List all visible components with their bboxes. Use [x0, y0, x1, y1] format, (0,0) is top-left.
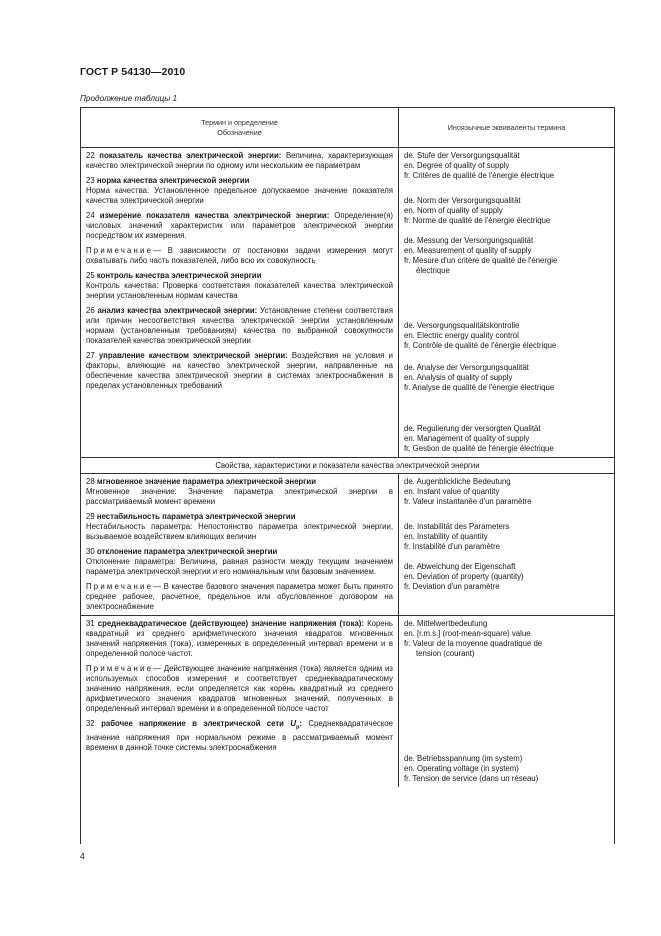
equivalent-fr: fr. Norme de qualité de l'énergie électrique	[404, 216, 551, 225]
term-title: мгновенное значение параметра электрической энергии	[96, 477, 317, 486]
equivalent-de: de. Instabilität des Parameters	[404, 522, 510, 531]
term-title: отклонение параметра электрической энергии	[96, 547, 278, 556]
equivalent-de: de. Betriebsspannung (im system)	[404, 754, 523, 763]
term-title: анализ качества электрической энергии:	[97, 306, 258, 315]
equivalents-cell	[399, 474, 614, 615]
term-definition: Нестабильность параметра: Непостоянство параметра электрической энергии, вызываемое воздействием влияющих величин	[86, 522, 393, 541]
document-header: ГОСТ Р 54130—2010	[80, 66, 186, 78]
term-entry-28	[86, 477, 393, 507]
equivalent-de: de. Messung der Versorgungsqualität	[404, 236, 534, 245]
equivalent-fr: fr. Valeur instantanée d'un paramètre	[404, 497, 532, 506]
equivalent-de: de. Norm der Versorgungsqualität	[404, 196, 521, 205]
equivalent-fr-continued: électrique	[416, 266, 450, 275]
equivalents-22	[404, 151, 609, 191]
table-row-group-3	[81, 616, 614, 787]
term-entry-23	[86, 176, 393, 206]
term-number: 23	[86, 176, 95, 185]
term-entry-29	[86, 512, 393, 542]
term-note	[86, 664, 393, 714]
equivalent-en: en. Management of quality of supply	[404, 434, 530, 443]
equivalent-de: de. Stufe der Versorgungsqualität	[404, 151, 520, 160]
term-title: среднеквадратическое (действующее) значение напряжения (тока):	[97, 619, 364, 628]
column-header-term-line2: Обозначение	[217, 127, 262, 137]
column-header-term-line1: Термин и определение	[201, 117, 278, 127]
equivalents-28	[404, 477, 609, 517]
term-entry-24	[86, 211, 393, 266]
equivalent-fr: fr. Gestion de qualité de l'énergie électrique	[404, 444, 554, 453]
term-definition: Установление степени соответствия или причин несоответствия качества электрической энергии установленным нормам (установленным требованиям) качества по выбранной совокупности показателей качества электрической энергии	[86, 306, 393, 345]
equivalent-fr-continued: tension (courant)	[416, 649, 475, 658]
term-number: 32	[86, 719, 95, 728]
term-entry-27	[86, 351, 393, 391]
term-cell	[81, 616, 399, 787]
term-symbol: $U_р$:	[290, 719, 302, 731]
term-entry-32	[86, 719, 393, 753]
term-number: 27	[86, 351, 95, 360]
term-title: показатель качества электрической энергии:	[99, 151, 282, 160]
equivalent-en: en. Norm of quality of supply	[404, 206, 503, 215]
term-title: нестабильность параметра электрической энергии	[96, 512, 296, 521]
term-number: 29	[86, 512, 95, 521]
equivalent-en: en. Deviation of property (quantity)	[404, 572, 524, 581]
note-text: — В качестве базового значения параметра может быть принято среднее рабочее, расчетное, предельное или обусловленное договором на электроснабжение	[86, 582, 393, 611]
term-definition: Среднеквадратическое значение напряжения при нормальном режиме в рассматриваемый момент времени в данной точке системы электроснабжения	[86, 719, 393, 752]
equivalent-de: de. Augenblickliche Bedeutung	[404, 477, 511, 486]
term-title: контроль качества электрической энергии	[96, 271, 262, 280]
column-header-equivalents	[399, 108, 614, 147]
term-number: 22	[86, 151, 95, 160]
term-entry-26	[86, 306, 393, 346]
equivalent-fr: fr. Deviation d'un paramètre	[404, 582, 500, 591]
table-header-row	[81, 108, 614, 148]
equivalent-de: de. Mittelwertbedeutung	[404, 619, 488, 628]
term-title: норма качества электрической энергии	[96, 176, 250, 185]
equivalent-en: en. Instability of quantity	[404, 532, 488, 541]
equivalent-en: en. Measurement of quality of supply	[404, 246, 532, 255]
equivalent-en: en. Operating voltage (in system)	[404, 764, 519, 773]
note-text: — В зависимости от постановки задачи измерения могут охватывать либо часть показателей, либо всю их совокупность	[86, 246, 393, 265]
equivalents-27	[404, 424, 609, 454]
equivalent-en: en. [r.m.s.] (root-mean-square) value	[404, 629, 531, 638]
equivalents-29	[404, 522, 609, 557]
equivalent-fr: fr. Valeur de la moyenne quadratique de	[404, 639, 543, 648]
equivalent-fr: fr. Instabilité d'un paramètre	[404, 542, 500, 551]
term-definition: Корень квадратный из среднего арифметического значения квадратов мгновенных значений напряжения (тока), измеренных в определенный интервал времени и в определенной полосе частот.	[86, 619, 393, 658]
note-label: Примечание	[86, 664, 154, 673]
term-number: 30	[86, 547, 95, 556]
equivalents-30	[404, 562, 609, 592]
term-number: 28	[86, 477, 95, 486]
column-header-term	[81, 108, 399, 147]
equivalent-de: de. Versorgungsqualitätskontrolle	[404, 321, 520, 330]
note-label: Примечание	[86, 246, 154, 255]
equivalent-en: en. Instant value of quantity	[404, 487, 500, 496]
term-number: 25	[86, 271, 95, 280]
symbol-subscript: р	[296, 724, 300, 731]
equivalents-26	[404, 363, 609, 419]
symbol-letter: U	[290, 719, 297, 728]
term-definition: Мгновенное значение: Значение параметра электрической энергии в рассматриваемый момент времени	[86, 487, 393, 506]
section-heading-row	[81, 458, 614, 474]
equivalent-fr: fr. Contrôle de qualité de l'énergie électrique	[404, 341, 557, 350]
term-definition: Контроль качества: Проверка соответствия показателей качества электрической энергии установленным нормам качества	[86, 281, 393, 300]
equivalent-de: de. Abweichung der Eigenschaft	[404, 562, 516, 571]
table-row-group-1	[81, 148, 614, 458]
term-title: рабочее напряжение в электрической сети	[101, 719, 284, 728]
page-number: 4	[80, 851, 85, 861]
term-number: 24	[86, 211, 95, 220]
equivalent-en: en. Electric energy quality control	[404, 331, 519, 340]
term-cell	[81, 474, 399, 615]
equivalents-cell	[399, 148, 614, 457]
term-definition: Величина, характеризующая качество электрической энергии по одному или нескольким ее параметрам	[86, 151, 393, 170]
equivalents-32	[404, 754, 609, 784]
term-entry-30	[86, 547, 393, 612]
equivalents-cell	[399, 616, 614, 787]
equivalents-24	[404, 236, 609, 316]
equivalent-fr: fr. Critères de qualité de l'énergie électrique	[404, 171, 555, 180]
equivalent-en: en. Degree of quality of supply	[404, 161, 510, 170]
note-text: — Действующее значение напряжения (тока) является одним из используемых способов измерения и соответствует среднеквадратическому значению напряжения, если определяется как корень квадратный из среднего арифметического значения квадратов мгновенных значений, полученных в определенный интервал времени и в определенной полосе частот	[86, 664, 393, 713]
equivalent-fr: fr. Tension de service (dans un réseau)	[404, 774, 539, 783]
term-definition: Норма качества: Установленное предельное допускаемое значение показателя качества электрической энергии	[86, 186, 393, 205]
term-title: управление качеством электрической энергии:	[98, 351, 288, 360]
equivalents-23	[404, 196, 609, 231]
equivalent-de: de. Analyse der Versorgungsqualität	[404, 363, 529, 372]
note-label: Примечание	[86, 582, 154, 591]
equivalent-en: en. Analysis of quality of supply	[404, 373, 513, 382]
term-entry-31	[86, 619, 393, 714]
equivalent-fr: fr. Mesure d'un critère de qualité de l'énergie	[404, 256, 558, 265]
term-title: измерение показателя качества электрической энергии:	[99, 211, 330, 220]
term-definition: Воздействия на условия и факторы, влияющие на качество электрической энергии, направленные на обеспечение качества электрической энергии в системах электроснабжения в пределах установленных требований	[86, 351, 393, 390]
terms-table	[80, 107, 615, 844]
column-header-equivalents-label: Иноязычные эквиваленты термина	[447, 122, 566, 132]
equivalent-de: de. Regulierung der versorgten Qualität	[404, 424, 541, 433]
term-note	[86, 246, 393, 266]
equivalents-31	[404, 619, 609, 749]
term-note	[86, 582, 393, 612]
term-number: 31	[86, 619, 95, 628]
term-number: 26	[86, 306, 95, 315]
table-continuation-caption: Продолжение таблицы 1	[80, 94, 178, 103]
term-definition: Определение(я) числовых значений характеристик или параметров электрической энергии посредством их измерения.	[86, 211, 394, 240]
term-entry-22	[86, 151, 393, 171]
term-cell	[81, 148, 399, 457]
equivalent-fr: fr. Analyse de qualité de l'énergie électrique	[404, 383, 555, 392]
section-heading: Свойства, характеристики и показатели качества электрической энергии	[215, 461, 480, 470]
term-entry-25	[86, 271, 393, 301]
table-row-group-2	[81, 474, 614, 616]
equivalents-25	[404, 321, 609, 358]
term-definition: Отклонение параметра: Величина, равная разности между текущим значением параметра электрической энергии и его номинальным или базовым значением.	[86, 557, 393, 576]
